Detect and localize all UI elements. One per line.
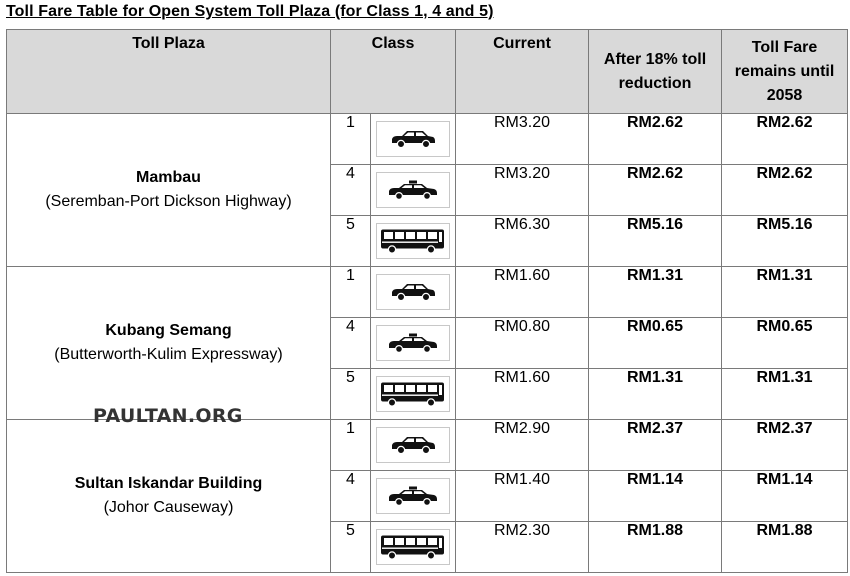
class-number: 5 <box>331 522 371 573</box>
class-number: 4 <box>331 318 371 369</box>
header-after-reduction: After 18% toll reduction <box>589 30 722 114</box>
class-number: 1 <box>331 267 371 318</box>
toll-fare-table <box>6 29 848 573</box>
current-fare: RM1.40 <box>456 471 589 522</box>
vehicle-cell <box>371 114 456 165</box>
reduced-fare: RM1.88 <box>589 522 722 573</box>
vehicle-cell <box>371 420 456 471</box>
table-row <box>7 267 848 318</box>
class-number: 4 <box>331 165 371 216</box>
vehicle-cell <box>371 267 456 318</box>
class-number: 5 <box>331 216 371 267</box>
current-fare: RM1.60 <box>456 267 589 318</box>
toll-plaza-cell <box>7 420 331 573</box>
toll-plaza-cell <box>7 114 331 267</box>
toll-plaza-road: (Butterworth-Kulim Expressway) <box>54 346 283 363</box>
reduced-fare: RM2.62 <box>589 114 722 165</box>
remaining-fare: RM1.14 <box>722 471 848 522</box>
car-icon <box>376 427 450 463</box>
current-fare: RM0.80 <box>456 318 589 369</box>
watermark-logo: PAULTAN.ORG <box>93 405 243 427</box>
table-row <box>7 420 848 471</box>
taxi-icon <box>376 325 450 361</box>
vehicle-cell <box>371 471 456 522</box>
remaining-fare: RM5.16 <box>722 216 848 267</box>
header-toll-plaza: Toll Plaza <box>7 30 331 114</box>
remaining-fare: RM2.62 <box>722 114 848 165</box>
vehicle-cell <box>371 165 456 216</box>
header-current: Current <box>456 30 589 114</box>
toll-plaza-name: Kubang Semang <box>105 322 232 339</box>
remaining-fare: RM0.65 <box>722 318 848 369</box>
remaining-fare: RM2.37 <box>722 420 848 471</box>
bus-icon <box>376 223 450 259</box>
reduced-fare: RM5.16 <box>589 216 722 267</box>
reduced-fare: RM1.14 <box>589 471 722 522</box>
current-fare: RM6.30 <box>456 216 589 267</box>
class-number: 5 <box>331 369 371 420</box>
bus-icon <box>376 376 450 412</box>
toll-plaza-cell <box>7 267 331 420</box>
vehicle-cell <box>371 318 456 369</box>
table-title: Toll Fare Table for Open System Toll Plaza (for Class 1, 4 and 5) <box>6 3 494 20</box>
remaining-fare: RM1.88 <box>722 522 848 573</box>
bus-icon <box>376 529 450 565</box>
car-icon <box>376 274 450 310</box>
current-fare: RM1.60 <box>456 369 589 420</box>
table-row <box>7 114 848 165</box>
header-class: Class <box>331 30 456 114</box>
remaining-fare: RM1.31 <box>722 267 848 318</box>
header-row <box>7 30 848 114</box>
current-fare: RM3.20 <box>456 114 589 165</box>
car-icon <box>376 121 450 157</box>
current-fare: RM2.30 <box>456 522 589 573</box>
reduced-fare: RM2.62 <box>589 165 722 216</box>
current-fare: RM3.20 <box>456 165 589 216</box>
reduced-fare: RM1.31 <box>589 267 722 318</box>
table-body <box>7 114 848 573</box>
vehicle-cell <box>371 522 456 573</box>
taxi-icon <box>376 478 450 514</box>
toll-plaza-road: (Johor Causeway) <box>103 499 234 516</box>
current-fare: RM2.90 <box>456 420 589 471</box>
taxi-icon <box>376 172 450 208</box>
remaining-fare: RM1.31 <box>722 369 848 420</box>
toll-plaza-name: Mambau <box>136 169 201 186</box>
toll-plaza-name: Sultan Iskandar Building <box>74 475 263 492</box>
class-number: 4 <box>331 471 371 522</box>
remaining-fare: RM2.62 <box>722 165 848 216</box>
vehicle-cell <box>371 216 456 267</box>
reduced-fare: RM0.65 <box>589 318 722 369</box>
class-number: 1 <box>331 114 371 165</box>
header-remains-until: Toll Fare remains until 2058 <box>722 30 848 114</box>
reduced-fare: RM1.31 <box>589 369 722 420</box>
class-number: 1 <box>331 420 371 471</box>
reduced-fare: RM2.37 <box>589 420 722 471</box>
toll-plaza-road: (Seremban-Port Dickson Highway) <box>45 193 292 210</box>
vehicle-cell <box>371 369 456 420</box>
